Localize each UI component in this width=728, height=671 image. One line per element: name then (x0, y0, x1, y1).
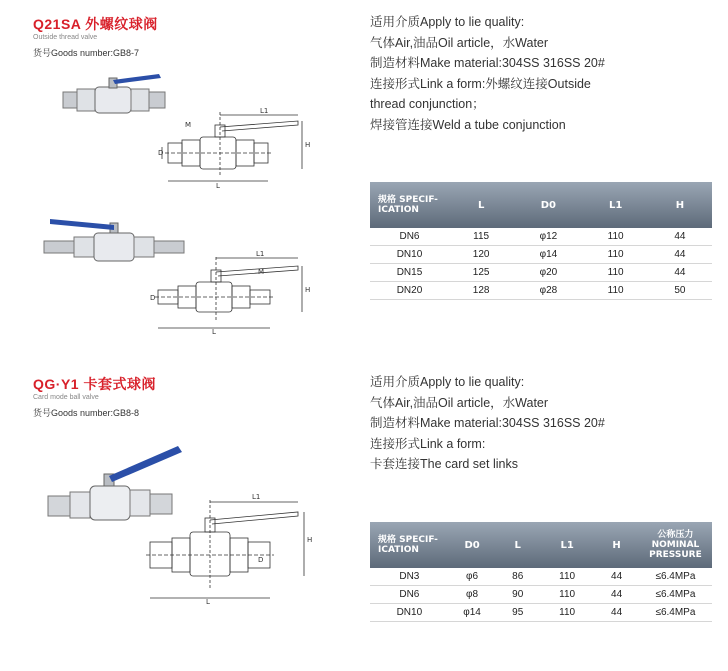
product-1-spec-table (370, 182, 712, 300)
label-L1: L1 (256, 250, 265, 258)
cell: 110 (540, 604, 594, 622)
header-D0: D0 (449, 522, 496, 568)
cell: 125 (449, 264, 513, 282)
header-spec: 规格 SPECIF-ICATION (370, 182, 449, 228)
product-1-goods-number: 货号Goods number:GB8-7 (33, 48, 140, 58)
table-row (370, 568, 712, 586)
desc-line: 适用介质Apply to lie quality: (370, 375, 525, 389)
product-1-drawing-front (160, 105, 320, 190)
cell: φ12 (513, 228, 583, 246)
product-2-spec-table (370, 522, 712, 622)
label-D: D (150, 294, 156, 302)
table-row (370, 246, 712, 264)
product-1-valve-photo (55, 72, 175, 124)
header-L1: L1 (540, 522, 594, 568)
cell: φ20 (513, 264, 583, 282)
desc-line: 制造材料Make material:304SS 316SS 20# (370, 56, 605, 70)
desc-line: thread conjunction； (370, 97, 485, 111)
cell: 128 (449, 282, 513, 300)
label-L1: L1 (252, 493, 261, 501)
cell: 110 (583, 228, 647, 246)
desc-line: 连接形式Link a form:外螺纹连接Outside (370, 76, 591, 91)
desc-line: 气体Air,油品Oil article，水Water (370, 35, 549, 50)
header-L: L (495, 522, 540, 568)
table-row (370, 604, 712, 622)
label-H: H (307, 536, 313, 544)
desc-line: 适用介质Apply to lie quality: (370, 15, 525, 29)
product-1-drawing-welded (150, 250, 320, 335)
cell: DN3 (370, 568, 449, 586)
label-L: L (216, 182, 220, 190)
product-1-description (370, 12, 605, 135)
product-1-title: Q21SA 外螺纹球阀 (33, 16, 158, 32)
header-D0: D0 (513, 182, 583, 228)
label-L: L (212, 328, 216, 336)
cell: 120 (449, 246, 513, 264)
header-spec: 规格 SPECIF-ICATION (370, 522, 449, 568)
desc-line: 气体Air,油品Oil article，水Water (370, 395, 549, 410)
table-row (370, 228, 712, 246)
cell: DN6 (370, 586, 449, 604)
cell: 90 (495, 586, 540, 604)
product-2-goods-number: 货号Goods number:GB8-8 (33, 408, 140, 418)
cell: φ6 (449, 568, 496, 586)
header-nominal-pressure: 公称压力 NOMINAL PRESSURE (639, 522, 712, 568)
product-2-description (370, 372, 605, 475)
cell: 44 (648, 228, 712, 246)
cell: 110 (540, 568, 594, 586)
cell: 44 (594, 604, 639, 622)
table-row (370, 264, 712, 282)
label-M: M (185, 121, 192, 129)
cell: φ28 (513, 282, 583, 300)
label-D: D (258, 556, 264, 564)
label-D: D (158, 149, 164, 157)
cell: ≤6.4MPa (639, 568, 712, 586)
label-L: L (206, 598, 210, 606)
cell: 44 (648, 264, 712, 282)
cell: 110 (540, 586, 594, 604)
label-H: H (305, 286, 311, 294)
cell: 110 (583, 264, 647, 282)
header-L: L (449, 182, 513, 228)
table-row (370, 282, 712, 300)
cell: 110 (583, 282, 647, 300)
cell: 44 (648, 246, 712, 264)
table-row (370, 586, 712, 604)
product-2-drawing (140, 490, 320, 605)
cell: 44 (594, 568, 639, 586)
header-L1: L1 (583, 182, 647, 228)
cell: DN10 (370, 604, 449, 622)
desc-line: 连接形式Link a form: (370, 436, 486, 451)
cell: 44 (594, 586, 639, 604)
label-H: H (305, 141, 311, 149)
desc-line: 卡套连接The card set links (370, 457, 518, 471)
cell: 95 (495, 604, 540, 622)
cell: φ8 (449, 586, 496, 604)
cell: 115 (449, 228, 513, 246)
cell: 50 (648, 282, 712, 300)
header-H: H (594, 522, 639, 568)
label-L1: L1 (260, 107, 269, 115)
cell: 110 (583, 246, 647, 264)
cell: DN15 (370, 264, 449, 282)
header-H: H (648, 182, 712, 228)
product-2-title: QG·Y1 卡套式球阀 (33, 376, 156, 392)
cell: 86 (495, 568, 540, 586)
product-1-subtitle: Outside thread valve (33, 34, 98, 41)
cell: ≤6.4MPa (639, 604, 712, 622)
cell: DN10 (370, 246, 449, 264)
cell: φ14 (513, 246, 583, 264)
cell: DN20 (370, 282, 449, 300)
cell: ≤6.4MPa (639, 586, 712, 604)
cell: DN6 (370, 228, 449, 246)
product-2-subtitle: Card mode ball valve (33, 394, 99, 401)
desc-line: 焊接管连接Weld a tube conjunction (370, 117, 566, 132)
label-M: M (258, 268, 265, 276)
desc-line: 制造材料Make material:304SS 316SS 20# (370, 416, 605, 430)
cell: φ14 (449, 604, 496, 622)
